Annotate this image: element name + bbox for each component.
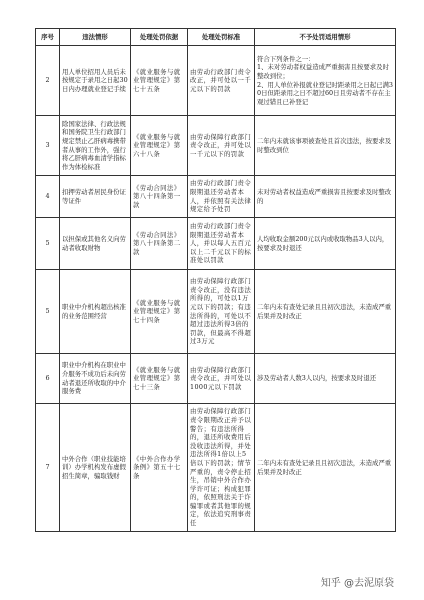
header-exempt: 不予处罚适用情形 [255,29,396,46]
cell-basis: 《就业服务与就业管理规定》第六十八条 [131,116,188,176]
cell-exempt: 人均收取金额200元以内或收取物品3人以内，按要求及时退还 [255,218,396,270]
table-row [36,116,396,176]
cell-basis: 《就业服务与就业管理规定》第七十四条 [131,270,188,354]
table-row [36,354,396,404]
table-row [36,270,396,354]
header-standard: 处理处罚标准 [188,29,255,46]
header-no: 序号 [36,29,60,46]
header-basis: 处理处罚依据 [131,29,188,46]
cell-standard: 由劳动保障行政部门责令改正，并可处以1000元以下罚款 [188,354,255,404]
table-row [36,404,396,532]
cell-exempt: 二年内未有查处记录且且初次违法，未造成严重后果并及时改正 [255,270,396,354]
cell-no: 5 [36,270,60,354]
cell-basis: 《就业服务与就业管理规定》第七十三条 [131,354,188,404]
cell-standard: 由劳动保障行政部门责令限期改正并予以警告；有违法所得的，退还所收费用后没收违法所得，并处违法所得1倍以上5倍以下的罚款；情节严重的，责令停止招生，吊销中外合作办学许可证；构成犯罪的，依照刑法关于诈骗罪或者其他罪的规定，依法追究刑事责任 [188,404,255,532]
cell-standard: 由劳动保障行政部门责令改正，并可处以一千元以下的罚款 [188,116,255,176]
header-violation: 违法情形 [60,29,131,46]
cell-basis: 《中外合作办学条例》第五十七条 [131,404,188,532]
cell-no: 5 [36,218,60,270]
cell-no: 7 [36,404,60,532]
cell-exempt: 二年内未就该事项被查处且首次违法，按要求及时整改到位 [255,116,396,176]
cell-basis: 《劳动合同法》第八十四条第一款 [131,176,188,218]
cell-no: 3 [36,116,60,176]
cell-exempt: 未对劳动者权益造成严重损害且按要求及时整改的 [255,176,396,218]
table-row [36,176,396,218]
cell-basis: 《就业服务与就业管理规定》第七十五条 [131,46,188,116]
cell-violation: 中外合作（职业技能培训）办学机构发布虚假招生简章，骗取钱财 [60,404,131,532]
cell-violation: 扣押劳动者居民身份证等证件 [60,176,131,218]
cell-no: 6 [36,354,60,404]
cell-standard: 由劳动行政部门责令限期退还劳动者本人，并以每人五百元以上二千元以下的标准处以罚款 [188,218,255,270]
cell-standard: 由劳动行政部门责令限期退还劳动者本人，并依照有关法律规定给予处罚 [188,176,255,218]
cell-no: 4 [36,176,60,218]
cell-no: 2 [36,46,60,116]
footer-brand: 知乎 @去泥原袋 [320,578,394,589]
cell-exempt: 二年内未有查处记录且且初次违法，未造成严重后果并及时改正 [255,404,396,532]
cell-violation: 除国家法律、行政法规和国务院卫生行政部门规定禁止乙肝病毒携带者从事的工作外，强行将乙肝病毒血清学指标作为体检标准 [60,116,131,176]
table-row [36,46,396,116]
table-header-row [36,29,396,46]
cell-violation: 以担保或其他名义向劳动者收取财物 [60,218,131,270]
cell-violation: 职业中介机构超出核准的业务范围经营 [60,270,131,354]
table-row [36,218,396,270]
cell-exempt: 符合下列条件之一： 1、未对劳动者权益造成严重损害且按要求及时整改到位； 2、用人单位补报就业登记时距录用之日起已满30日但距录用之日不超过60日且劳动者不存在主观过错且已补登记 [255,46,396,116]
cell-exempt: 涉及劳动者人数3人以内，按要求及时退还 [255,354,396,404]
cell-standard: 由劳动保障行政部门责令改正，没有违法所得的，可处以1万元以下的罚款；有违法所得的，可处以不超过违法所得3倍的罚款，但最高不得超过3万元 [188,270,255,354]
cell-basis: 《劳动合同法》第八十四条第二款 [131,218,188,270]
cell-standard: 由劳动行政部门责令改正，并可处以一千元以下的罚款 [188,46,255,116]
cell-violation: 职业中介机构在职业中介服务不成功后未向劳动者退还所收取的中介服务费 [60,354,131,404]
penalty-table [35,28,396,532]
cell-violation: 用人单位招用人员后未按规定于录用之日起30日内办理就业登记手续 [60,46,131,116]
